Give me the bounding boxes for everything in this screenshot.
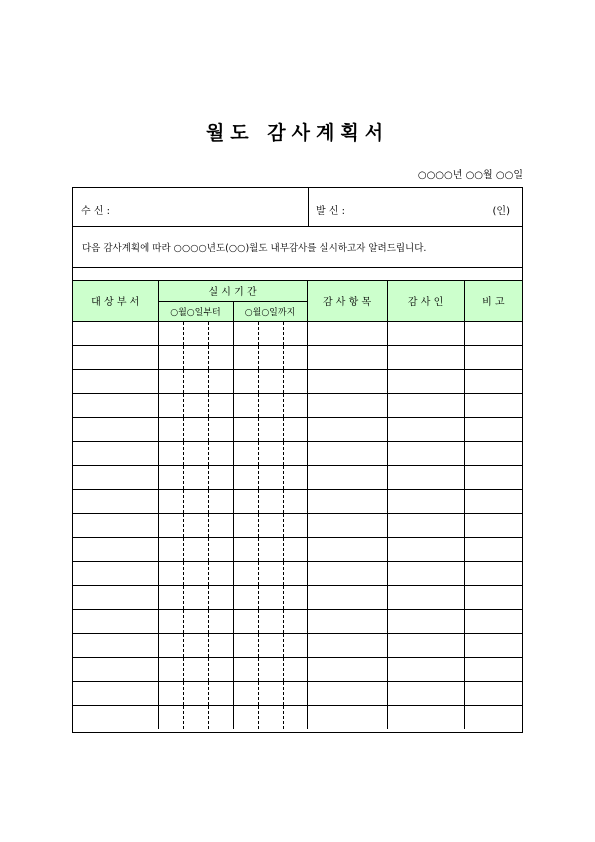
to-day-cell[interactable] bbox=[258, 609, 283, 633]
from-day-cell[interactable] bbox=[183, 705, 208, 729]
remark-cell[interactable] bbox=[464, 561, 522, 585]
from-extra-cell[interactable] bbox=[208, 705, 233, 729]
to-extra-cell[interactable] bbox=[283, 369, 307, 393]
to-month-cell[interactable] bbox=[233, 345, 258, 369]
items-cell[interactable] bbox=[307, 321, 387, 345]
from-month-cell[interactable] bbox=[158, 633, 183, 657]
remark-cell[interactable] bbox=[464, 681, 522, 705]
dept-cell[interactable] bbox=[73, 489, 158, 513]
to-day-cell[interactable] bbox=[258, 561, 283, 585]
to-day-cell[interactable] bbox=[258, 393, 283, 417]
dept-cell[interactable] bbox=[73, 633, 158, 657]
table-row bbox=[73, 513, 522, 537]
from-extra-cell[interactable] bbox=[208, 681, 233, 705]
from-extra-cell[interactable] bbox=[208, 513, 233, 537]
dept-cell[interactable] bbox=[73, 609, 158, 633]
auditor-cell[interactable] bbox=[387, 705, 464, 729]
header-row-1 bbox=[73, 281, 522, 301]
remark-cell[interactable] bbox=[464, 537, 522, 561]
from-extra-cell[interactable] bbox=[208, 537, 233, 561]
sender-label: 발 신 : bbox=[316, 206, 346, 217]
items-cell[interactable] bbox=[307, 657, 387, 681]
to-month-cell[interactable] bbox=[233, 537, 258, 561]
table-row bbox=[73, 657, 522, 681]
dept-cell[interactable] bbox=[73, 417, 158, 441]
from-month-cell[interactable] bbox=[158, 585, 183, 609]
to-month-cell[interactable] bbox=[233, 465, 258, 489]
to-month-cell[interactable] bbox=[233, 633, 258, 657]
table-row bbox=[73, 705, 522, 729]
recipient-cell[interactable] bbox=[73, 188, 309, 226]
auditor-cell[interactable] bbox=[387, 513, 464, 537]
from-day-cell[interactable] bbox=[183, 609, 208, 633]
to-month-cell[interactable] bbox=[233, 561, 258, 585]
notice-text: 다음 감사계획에 따라 ○○○○년도(○○)월도 내부감사를 실시하고자 알려드립니다. bbox=[82, 243, 427, 254]
audit-plan-form bbox=[72, 187, 523, 733]
to-month-cell[interactable] bbox=[233, 417, 258, 441]
from-day-cell[interactable] bbox=[183, 441, 208, 465]
to-extra-cell[interactable] bbox=[283, 489, 307, 513]
items-cell[interactable] bbox=[307, 465, 387, 489]
auditor-cell[interactable] bbox=[387, 321, 464, 345]
from-day-cell[interactable] bbox=[183, 393, 208, 417]
from-day-cell[interactable] bbox=[183, 321, 208, 345]
from-extra-cell[interactable] bbox=[208, 441, 233, 465]
dept-cell[interactable] bbox=[73, 681, 158, 705]
to-extra-cell[interactable] bbox=[283, 345, 307, 369]
to-day-cell[interactable] bbox=[258, 681, 283, 705]
from-month-cell[interactable] bbox=[158, 393, 183, 417]
from-day-cell[interactable] bbox=[183, 489, 208, 513]
from-extra-cell[interactable] bbox=[208, 585, 233, 609]
items-cell[interactable] bbox=[307, 681, 387, 705]
from-month-cell[interactable] bbox=[158, 657, 183, 681]
to-day-cell[interactable] bbox=[258, 657, 283, 681]
table-row bbox=[73, 417, 522, 441]
table-row bbox=[73, 321, 522, 345]
items-cell[interactable] bbox=[307, 585, 387, 609]
to-extra-cell[interactable] bbox=[283, 657, 307, 681]
remark-cell[interactable] bbox=[464, 633, 522, 657]
table-row bbox=[73, 537, 522, 561]
audit-schedule-table bbox=[73, 281, 522, 729]
to-month-cell[interactable] bbox=[233, 681, 258, 705]
from-month-cell[interactable] bbox=[158, 561, 183, 585]
table-row bbox=[73, 609, 522, 633]
to-extra-cell[interactable] bbox=[283, 321, 307, 345]
items-cell[interactable] bbox=[307, 513, 387, 537]
to-extra-cell[interactable] bbox=[283, 561, 307, 585]
to-day-cell[interactable] bbox=[258, 633, 283, 657]
auditor-cell[interactable] bbox=[387, 345, 464, 369]
seal-label: (인) bbox=[492, 206, 510, 217]
from-day-cell[interactable] bbox=[183, 633, 208, 657]
items-cell[interactable] bbox=[307, 369, 387, 393]
auditor-cell[interactable] bbox=[387, 585, 464, 609]
to-extra-cell[interactable] bbox=[283, 609, 307, 633]
items-cell[interactable] bbox=[307, 345, 387, 369]
table-row bbox=[73, 465, 522, 489]
header-auditor: 감 사 인 bbox=[387, 281, 464, 321]
from-month-cell[interactable] bbox=[158, 417, 183, 441]
dept-cell[interactable] bbox=[73, 345, 158, 369]
to-day-cell[interactable] bbox=[258, 705, 283, 729]
header-items: 감 사 항 목 bbox=[307, 281, 387, 321]
from-month-cell[interactable] bbox=[158, 345, 183, 369]
to-day-cell[interactable] bbox=[258, 585, 283, 609]
dept-cell[interactable] bbox=[73, 321, 158, 345]
table-row bbox=[73, 489, 522, 513]
from-month-cell[interactable] bbox=[158, 705, 183, 729]
from-extra-cell[interactable] bbox=[208, 465, 233, 489]
to-day-cell[interactable] bbox=[258, 537, 283, 561]
items-cell[interactable] bbox=[307, 441, 387, 465]
from-extra-cell[interactable] bbox=[208, 393, 233, 417]
remark-cell[interactable] bbox=[464, 369, 522, 393]
to-extra-cell[interactable] bbox=[283, 417, 307, 441]
to-extra-cell[interactable] bbox=[283, 705, 307, 729]
from-day-cell[interactable] bbox=[183, 369, 208, 393]
to-extra-cell[interactable] bbox=[283, 537, 307, 561]
dept-cell[interactable] bbox=[73, 465, 158, 489]
spacer-row bbox=[73, 268, 522, 281]
table-row bbox=[73, 561, 522, 585]
dept-cell[interactable] bbox=[73, 513, 158, 537]
from-month-cell[interactable] bbox=[158, 681, 183, 705]
to-day-cell[interactable] bbox=[258, 369, 283, 393]
items-cell[interactable] bbox=[307, 489, 387, 513]
to-month-cell[interactable] bbox=[233, 369, 258, 393]
header-to: ○월○일까지 bbox=[233, 301, 307, 321]
table-row bbox=[73, 345, 522, 369]
dept-cell[interactable] bbox=[73, 537, 158, 561]
to-month-cell[interactable] bbox=[233, 513, 258, 537]
auditor-cell[interactable] bbox=[387, 465, 464, 489]
auditor-cell[interactable] bbox=[387, 609, 464, 633]
to-day-cell[interactable] bbox=[258, 417, 283, 441]
dept-cell[interactable] bbox=[73, 393, 158, 417]
to-day-cell[interactable] bbox=[258, 441, 283, 465]
from-month-cell[interactable] bbox=[158, 537, 183, 561]
to-extra-cell[interactable] bbox=[283, 681, 307, 705]
from-day-cell[interactable] bbox=[183, 465, 208, 489]
to-month-cell[interactable] bbox=[233, 489, 258, 513]
to-extra-cell[interactable] bbox=[283, 585, 307, 609]
document-title: 월도 감사계획서 bbox=[205, 122, 390, 144]
header-dept: 대 상 부 서 bbox=[73, 281, 158, 321]
remark-cell[interactable] bbox=[464, 393, 522, 417]
table-row bbox=[73, 681, 522, 705]
auditor-cell[interactable] bbox=[387, 657, 464, 681]
from-extra-cell[interactable] bbox=[208, 321, 233, 345]
remark-cell[interactable] bbox=[464, 441, 522, 465]
to-extra-cell[interactable] bbox=[283, 393, 307, 417]
from-day-cell[interactable] bbox=[183, 657, 208, 681]
table-row bbox=[73, 585, 522, 609]
dept-cell[interactable] bbox=[73, 585, 158, 609]
auditor-cell[interactable] bbox=[387, 681, 464, 705]
recipient-sender-row bbox=[73, 188, 522, 227]
table-row bbox=[73, 369, 522, 393]
header-remark: 비 고 bbox=[464, 281, 522, 321]
to-month-cell[interactable] bbox=[233, 321, 258, 345]
recipient-label: 수 신 : bbox=[81, 206, 111, 217]
to-extra-cell[interactable] bbox=[283, 441, 307, 465]
from-day-cell[interactable] bbox=[183, 537, 208, 561]
from-day-cell[interactable] bbox=[183, 417, 208, 441]
remark-cell[interactable] bbox=[464, 489, 522, 513]
from-extra-cell[interactable] bbox=[208, 489, 233, 513]
remark-cell[interactable] bbox=[464, 345, 522, 369]
from-month-cell[interactable] bbox=[158, 369, 183, 393]
remark-cell[interactable] bbox=[464, 513, 522, 537]
to-day-cell[interactable] bbox=[258, 321, 283, 345]
document-date: ○○○○년 ○○월 ○○일 bbox=[417, 170, 523, 181]
to-extra-cell[interactable] bbox=[283, 633, 307, 657]
from-month-cell[interactable] bbox=[158, 489, 183, 513]
to-month-cell[interactable] bbox=[233, 609, 258, 633]
table-row bbox=[73, 633, 522, 657]
items-cell[interactable] bbox=[307, 705, 387, 729]
auditor-cell[interactable] bbox=[387, 369, 464, 393]
items-cell[interactable] bbox=[307, 417, 387, 441]
from-month-cell[interactable] bbox=[158, 513, 183, 537]
items-cell[interactable] bbox=[307, 537, 387, 561]
items-cell[interactable] bbox=[307, 609, 387, 633]
auditor-cell[interactable] bbox=[387, 441, 464, 465]
auditor-cell[interactable] bbox=[387, 537, 464, 561]
dept-cell[interactable] bbox=[73, 369, 158, 393]
from-extra-cell[interactable] bbox=[208, 417, 233, 441]
auditor-cell[interactable] bbox=[387, 489, 464, 513]
items-cell[interactable] bbox=[307, 561, 387, 585]
from-month-cell[interactable] bbox=[158, 321, 183, 345]
to-month-cell[interactable] bbox=[233, 657, 258, 681]
to-day-cell[interactable] bbox=[258, 489, 283, 513]
remark-cell[interactable] bbox=[464, 465, 522, 489]
from-day-cell[interactable] bbox=[183, 585, 208, 609]
from-extra-cell[interactable] bbox=[208, 345, 233, 369]
remark-cell[interactable] bbox=[464, 417, 522, 441]
remark-cell[interactable] bbox=[464, 585, 522, 609]
auditor-cell[interactable] bbox=[387, 561, 464, 585]
from-month-cell[interactable] bbox=[158, 441, 183, 465]
to-month-cell[interactable] bbox=[233, 585, 258, 609]
remark-cell[interactable] bbox=[464, 705, 522, 729]
notice-row bbox=[73, 227, 522, 268]
from-day-cell[interactable] bbox=[183, 561, 208, 585]
from-extra-cell[interactable] bbox=[208, 633, 233, 657]
dept-cell[interactable] bbox=[73, 705, 158, 729]
to-extra-cell[interactable] bbox=[283, 465, 307, 489]
remark-cell[interactable] bbox=[464, 609, 522, 633]
from-extra-cell[interactable] bbox=[208, 609, 233, 633]
to-extra-cell[interactable] bbox=[283, 513, 307, 537]
to-month-cell[interactable] bbox=[233, 441, 258, 465]
dept-cell[interactable] bbox=[73, 657, 158, 681]
header-from: ○월○일부터 bbox=[158, 301, 233, 321]
auditor-cell[interactable] bbox=[387, 633, 464, 657]
dept-cell[interactable] bbox=[73, 561, 158, 585]
items-cell[interactable] bbox=[307, 633, 387, 657]
to-day-cell[interactable] bbox=[258, 345, 283, 369]
from-month-cell[interactable] bbox=[158, 609, 183, 633]
from-day-cell[interactable] bbox=[183, 681, 208, 705]
from-extra-cell[interactable] bbox=[208, 369, 233, 393]
from-day-cell[interactable] bbox=[183, 345, 208, 369]
items-cell[interactable] bbox=[307, 393, 387, 417]
from-extra-cell[interactable] bbox=[208, 657, 233, 681]
remark-cell[interactable] bbox=[464, 657, 522, 681]
table-row bbox=[73, 441, 522, 465]
to-day-cell[interactable] bbox=[258, 465, 283, 489]
from-day-cell[interactable] bbox=[183, 513, 208, 537]
auditor-cell[interactable] bbox=[387, 417, 464, 441]
table-row bbox=[73, 393, 522, 417]
to-month-cell[interactable] bbox=[233, 705, 258, 729]
auditor-cell[interactable] bbox=[387, 393, 464, 417]
to-day-cell[interactable] bbox=[258, 513, 283, 537]
dept-cell[interactable] bbox=[73, 441, 158, 465]
from-month-cell[interactable] bbox=[158, 465, 183, 489]
from-extra-cell[interactable] bbox=[208, 561, 233, 585]
to-month-cell[interactable] bbox=[233, 393, 258, 417]
header-period: 실 시 기 간 bbox=[158, 281, 307, 301]
remark-cell[interactable] bbox=[464, 321, 522, 345]
